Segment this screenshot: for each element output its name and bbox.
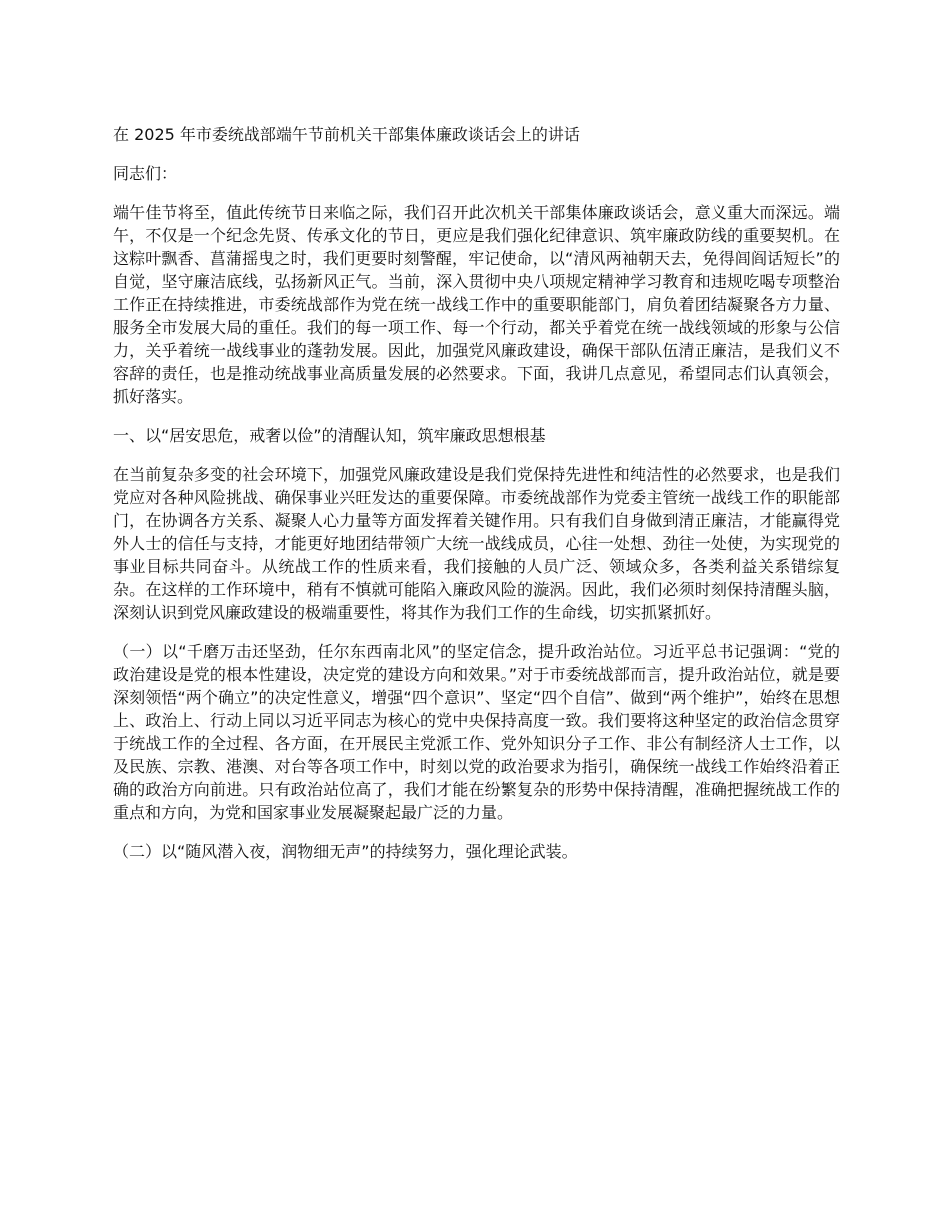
subsection-2-paragraph: （二）以“随风潜入夜，润物细无声”的持续努力，强化理论武装。 bbox=[113, 842, 578, 861]
document-page bbox=[113, 123, 840, 879]
document-title: 在 2025 年市委统战部端午节前机关干部集体廉政谈话会上的讲话 bbox=[113, 125, 580, 144]
salutation: 同志们： bbox=[113, 164, 178, 183]
subsection-1-paragraph: （一）以“千磨万击还坚劲，任尔东西南北风”的坚定信念，提升政治站位。习近平总书记强调：“党的政治建设是党的根本性建设，决定党的建设方向和效果。”对于市委统战部而言，提升政治站位，就是要深刻领悟“两个确立”的决定性意义，增强“四个意识”、坚定“四个自信”、做到“两个维护”，始终在思想上、政治上、行动上同以习近平同志为核心的党中央保持高度一致。我们要将这种坚定的政治信念贯穿于统战工作的全过程、各方面，在开展民主党派工作、党外知识分子工作、非公有制经济人士工作，以及民族、宗教、港澳、对台等各项工作中，时刻以党的政治要求为指引，确保统一战线工作始终沿着正确的政治方向前进。只有政治站位高了，我们才能在纷繁复杂的形势中保持清醒，准确把握统战工作的重点和方向，为党和国家事业发展凝聚起最广泛的力量。 bbox=[113, 642, 840, 822]
section-1-heading: 一、以“居安思危，戒奢以俭”的清醒认知，筑牢廉政思想根基 bbox=[113, 426, 546, 445]
section-1-paragraph: 在当前复杂多变的社会环境下，加强党风廉政建设是我们党保持先进性和纯洁性的必然要求，也是我们党应对各种风险挑战、确保事业兴旺发达的重要保障。市委统战部作为党委主管统一战线工作的职能部门，在协调各方关系、凝聚人心力量等方面发挥着关键作用。只有我们自身做到清正廉洁，才能赢得党外人士的信任与支持，才能更好地团结带领广大统一战线成员，心往一处想、劲往一处使，为实现党的事业目标共同奋斗。从统战工作的性质来看，我们接触的人员广泛、领域众多，各类利益关系错综复杂。在这样的工作环境中，稍有不慎就可能陷入廉政风险的漩涡。因此，我们必须时刻保持清醒头脑，深刻认识到党风廉政建设的极端重要性，将其作为我们工作的生命线，切实抓紧抓好。 bbox=[113, 465, 840, 622]
intro-paragraph: 端午佳节将至，值此传统节日来临之际，我们召开此次机关干部集体廉政谈话会，意义重大而深远。端午，不仅是一个纪念先贤、传承文化的节日，更应是我们强化纪律意识、筑牢廉政防线的重要契机。在这粽叶飘香、菖蒲摇曳之时，我们更要时刻警醒，牢记使命，以“清风两袖朝天去，免得闾阎话短长”的自觉，坚守廉洁底线，弘扬新风正气。当前，深入贯彻中央八项规定精神学习教育和违规吃喝专项整治工作正在持续推进，市委统战部作为党在统一战线工作中的重要职能部门，肩负着团结凝聚各方力量、服务全市发展大局的重任。我们的每一项工作、每一个行动，都关乎着党在统一战线领域的形象与公信力，关乎着统一战线事业的蓬勃发展。因此，加强党风廉政建设，确保干部队伍清正廉洁，是我们义不容辞的责任，也是推动统战事业高质量发展的必然要求。下面，我讲几点意见，希望同志们认真领会，抓好落实。 bbox=[113, 203, 840, 406]
